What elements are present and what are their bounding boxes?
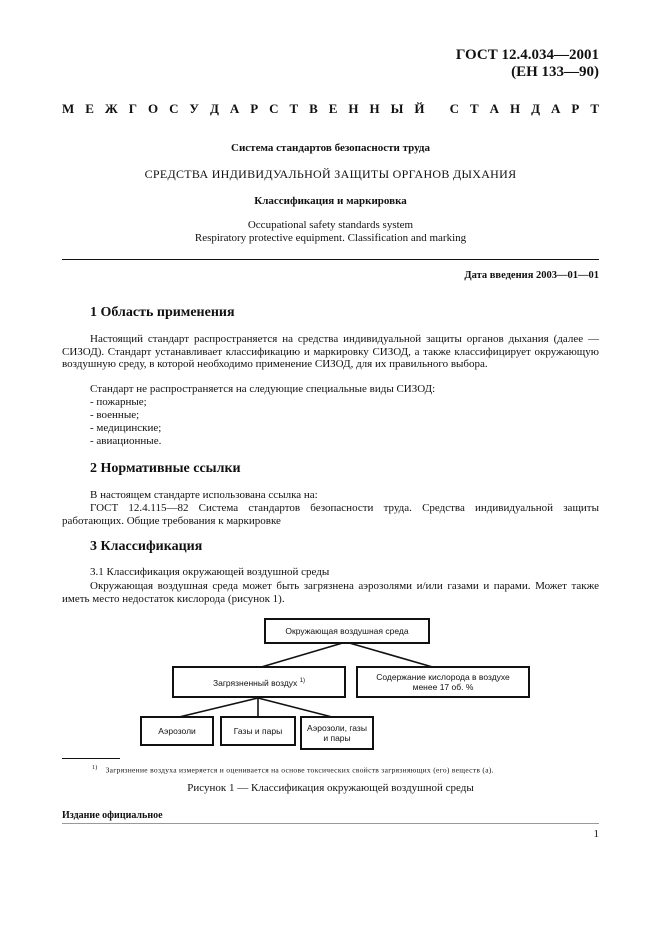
connector-polluted-aerosols — [175, 698, 258, 718]
intro-date: Дата введения 2003—01—01 — [464, 270, 599, 281]
banner-letter: С — [269, 101, 279, 116]
gases-box — [220, 716, 296, 746]
banner-letter: Ж — [104, 101, 118, 116]
english-title-line-1: Occupational safety standards system — [247, 219, 414, 231]
standards-system-title: Система стандартов безопасности труда — [231, 142, 430, 154]
section-3-clause: 3.1 Классификация окружающей воздушной среды — [90, 566, 330, 578]
banner-letter: Д — [209, 101, 219, 116]
footnote-text: Загрязнение воздуха измеряется и оценивается на основе токсических свойств загрязняющих (его) веществ (а). — [105, 765, 494, 775]
section-2-paragraph-1: В настоящем стандарте использована ссылка на: — [90, 489, 318, 501]
banner-letter: Р — [250, 101, 259, 116]
footnote-divider — [62, 758, 120, 759]
polluted-text: Загрязненный воздух — [212, 677, 298, 688]
gost-number: ГОСТ 12.4.034—2001 — [455, 47, 599, 63]
aerosols-label: Аэрозоли — [158, 726, 196, 736]
polluted-air-box — [172, 666, 346, 698]
banner-letter: Е — [328, 101, 338, 116]
section-1-paragraph-2: Стандарт не распространяется на следующие специальные виды СИЗОД: — [90, 383, 436, 395]
section-1-heading: 1 Область применения — [90, 305, 235, 320]
banner-letter: Н — [510, 101, 521, 116]
section-3-paragraph: Окружающая воздушная среда может быть загрязнена аэрозолями и/или газами и парами. Может также иметь место недостаток кислорода (рисунок 1). — [62, 580, 599, 605]
banner-letter: У — [189, 101, 199, 116]
banner-letter: Т — [289, 101, 299, 116]
connector-root-polluted — [258, 642, 346, 668]
banner-letter: Н — [369, 101, 380, 116]
list-item: - медицинские; — [90, 422, 162, 434]
en-number: (ЕН 133—90) — [511, 64, 599, 80]
banner-letter: М — [62, 101, 75, 116]
list-item: - пожарные; — [90, 396, 147, 408]
section-2-heading: 2 Нормативные ссылки — [90, 461, 241, 476]
figure-caption: Рисунок 1 — Классификация окружающей воздушной среды — [187, 782, 474, 794]
footer-divider — [62, 823, 599, 824]
section-1-paragraph-1: Настоящий стандарт распространяется на средства индивидуальной защиты органов дыхания (далее — СИЗОД). Стандарт устанавливает классификацию и маркировку СИЗОД, а также классифицирует окружающую воздушную среду, в которой необходимо применение СИЗОД, для их правильного выбора. — [62, 333, 599, 370]
banner-letter: Д — [531, 101, 541, 116]
english-title — [62, 219, 599, 245]
exclusions-list — [90, 396, 161, 448]
banner-letter: А — [489, 101, 500, 116]
banner-letter: Н — [348, 101, 359, 116]
english-title-line-2: Respiratory protective equipment. Classification and marking — [194, 232, 467, 244]
section-3-heading: 3 Классификация — [90, 539, 203, 554]
document-code — [456, 47, 599, 81]
banner-letter: А — [229, 101, 240, 116]
list-item: - авиационные. — [90, 435, 162, 447]
banner-letter: Й — [414, 101, 425, 116]
polluted-footnote-mark: 1) — [299, 678, 306, 685]
footnote-mark: 1) — [92, 765, 98, 771]
connector-root-oxygen — [346, 642, 436, 668]
document-title: СРЕДСТВА ИНДИВИДУАЛЬНОЙ ЗАЩИТЫ ОРГАНОВ ДЫХАНИЯ — [144, 167, 517, 181]
banner-letter: В — [309, 101, 318, 116]
page-number: 1 — [593, 828, 599, 840]
banner-letter — [435, 101, 438, 117]
interstate-standard-banner — [62, 101, 599, 117]
oxygen-label: Содержание кислорода в воздухе менее 17 об. % — [376, 672, 510, 692]
classification-diagram — [0, 612, 661, 752]
oxygen-deficiency-box — [356, 666, 530, 698]
diagram-root-box — [264, 618, 430, 644]
root-label: Окружающая воздушная среда — [285, 626, 409, 636]
list-item: - военные; — [90, 409, 140, 421]
banner-letter: Е — [85, 101, 94, 116]
document-subtitle: Классификация и маркировка — [254, 195, 407, 207]
banner-letter: Г — [128, 101, 137, 116]
banner-letter: А — [551, 101, 561, 116]
banner-letter: Ы — [390, 101, 404, 116]
banner-letter: О — [147, 101, 159, 116]
mixed-label: Аэрозоли, газы и пары — [307, 723, 367, 743]
banner-letter: Р — [571, 101, 580, 116]
connector-polluted-mixed — [258, 698, 336, 718]
official-edition-label: Издание официальное — [62, 810, 163, 821]
banner-letter: С — [169, 101, 179, 116]
polluted-label — [213, 676, 305, 688]
footnote — [92, 765, 494, 775]
banner-letter: С — [449, 101, 460, 116]
aerosols-box — [140, 716, 214, 746]
banner-letter: Т — [590, 101, 599, 116]
mixed-box — [300, 716, 374, 750]
section-2-reference: ГОСТ 12.4.115—82 Система стандартов безопасности труда. Средства индивидуальной защиты работающих. Общие требования к маркировке — [62, 502, 599, 527]
banner-letter: Т — [470, 101, 479, 116]
title-divider — [62, 259, 599, 260]
gases-label: Газы и пары — [233, 726, 283, 736]
